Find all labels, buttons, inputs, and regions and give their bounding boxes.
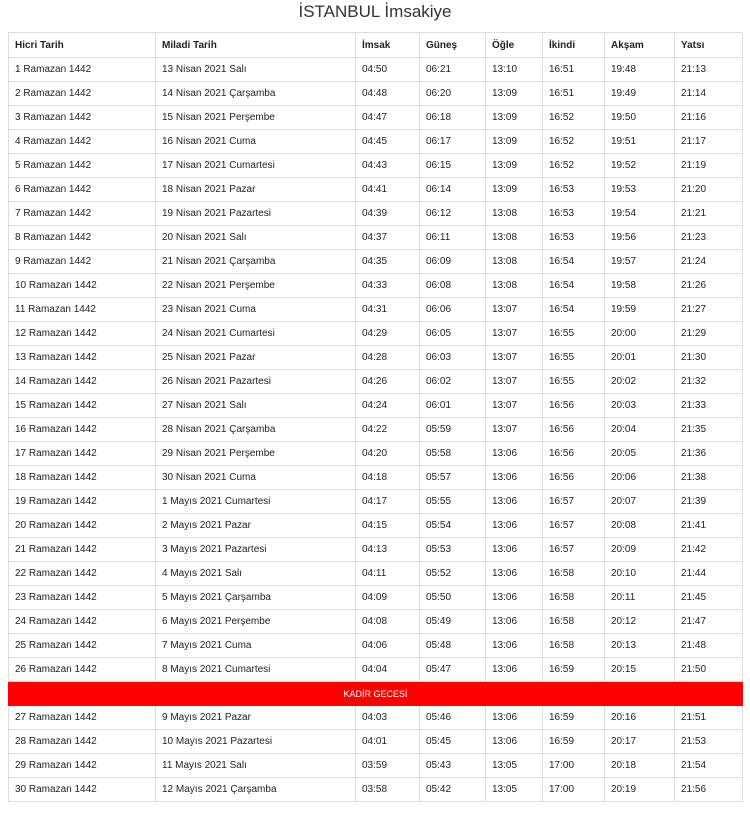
miladi-tarih-cell: 11 Mayıs 2021 Salı xyxy=(156,754,356,778)
hicri-tarih-cell: 2 Ramazan 1442 xyxy=(9,82,156,106)
ikindi-cell: 16:58 xyxy=(543,586,605,610)
gunes-cell: 06:14 xyxy=(420,178,486,202)
ogle-cell: 13:07 xyxy=(486,346,543,370)
ikindi-cell: 16:52 xyxy=(543,106,605,130)
imsak-cell: 04:41 xyxy=(356,178,420,202)
header-yatsi: Yatsı xyxy=(675,33,743,58)
ikindi-cell: 16:53 xyxy=(543,178,605,202)
yatsi-cell: 21:44 xyxy=(675,562,743,586)
hicri-tarih-cell: 25 Ramazan 1442 xyxy=(9,634,156,658)
aksam-cell: 19:52 xyxy=(605,154,675,178)
ogle-cell: 13:06 xyxy=(486,658,543,682)
gunes-cell: 05:48 xyxy=(420,634,486,658)
gunes-cell: 06:18 xyxy=(420,106,486,130)
gunes-cell: 05:43 xyxy=(420,754,486,778)
hicri-tarih-cell: 8 Ramazan 1442 xyxy=(9,226,156,250)
table-row xyxy=(9,394,743,418)
gunes-cell: 05:42 xyxy=(420,778,486,802)
hicri-tarih-cell: 9 Ramazan 1442 xyxy=(9,250,156,274)
yatsi-cell: 21:29 xyxy=(675,322,743,346)
miladi-tarih-cell: 16 Nisan 2021 Cuma xyxy=(156,130,356,154)
table-row xyxy=(9,370,743,394)
ikindi-cell: 16:55 xyxy=(543,346,605,370)
aksam-cell: 20:01 xyxy=(605,346,675,370)
ikindi-cell: 16:59 xyxy=(543,706,605,730)
ikindi-cell: 16:58 xyxy=(543,610,605,634)
miladi-tarih-cell: 23 Nisan 2021 Cuma xyxy=(156,298,356,322)
miladi-tarih-cell: 24 Nisan 2021 Cumartesi xyxy=(156,322,356,346)
yatsi-cell: 21:51 xyxy=(675,706,743,730)
ogle-cell: 13:06 xyxy=(486,490,543,514)
ogle-cell: 13:06 xyxy=(486,538,543,562)
gunes-cell: 06:15 xyxy=(420,154,486,178)
table-row xyxy=(9,610,743,634)
ikindi-cell: 16:59 xyxy=(543,658,605,682)
ogle-cell: 13:05 xyxy=(486,754,543,778)
hicri-tarih-cell: 20 Ramazan 1442 xyxy=(9,514,156,538)
ikindi-cell: 16:53 xyxy=(543,202,605,226)
hicri-tarih-cell: 23 Ramazan 1442 xyxy=(9,586,156,610)
gunes-cell: 05:53 xyxy=(420,538,486,562)
header-ogle: Öğle xyxy=(486,33,543,58)
ogle-cell: 13:10 xyxy=(486,58,543,82)
hicri-tarih-cell: 28 Ramazan 1442 xyxy=(9,730,156,754)
miladi-tarih-cell: 21 Nisan 2021 Çarşamba xyxy=(156,250,356,274)
ikindi-cell: 16:56 xyxy=(543,466,605,490)
miladi-tarih-cell: 22 Nisan 2021 Perşembe xyxy=(156,274,356,298)
hicri-tarih-cell: 6 Ramazan 1442 xyxy=(9,178,156,202)
aksam-cell: 19:56 xyxy=(605,226,675,250)
hicri-tarih-cell: 19 Ramazan 1442 xyxy=(9,490,156,514)
gunes-cell: 05:52 xyxy=(420,562,486,586)
miladi-tarih-cell: 29 Nisan 2021 Perşembe xyxy=(156,442,356,466)
aksam-cell: 20:08 xyxy=(605,514,675,538)
gunes-cell: 05:45 xyxy=(420,730,486,754)
table-header xyxy=(9,33,743,58)
ikindi-cell: 16:55 xyxy=(543,322,605,346)
imsak-cell: 04:09 xyxy=(356,586,420,610)
miladi-tarih-cell: 18 Nisan 2021 Pazar xyxy=(156,178,356,202)
hicri-tarih-cell: 3 Ramazan 1442 xyxy=(9,106,156,130)
imsak-cell: 03:59 xyxy=(356,754,420,778)
ogle-cell: 13:06 xyxy=(486,514,543,538)
yatsi-cell: 21:32 xyxy=(675,370,743,394)
table-row xyxy=(9,178,743,202)
ikindi-cell: 16:54 xyxy=(543,298,605,322)
kadir-gecesi-row xyxy=(9,682,743,706)
hicri-tarih-cell: 29 Ramazan 1442 xyxy=(9,754,156,778)
aksam-cell: 19:54 xyxy=(605,202,675,226)
hicri-tarih-cell: 11 Ramazan 1442 xyxy=(9,298,156,322)
yatsi-cell: 21:17 xyxy=(675,130,743,154)
imsak-cell: 04:26 xyxy=(356,370,420,394)
imsak-cell: 04:47 xyxy=(356,106,420,130)
ogle-cell: 13:08 xyxy=(486,250,543,274)
ogle-cell: 13:07 xyxy=(486,370,543,394)
gunes-cell: 05:54 xyxy=(420,514,486,538)
yatsi-cell: 21:14 xyxy=(675,82,743,106)
miladi-tarih-cell: 28 Nisan 2021 Çarşamba xyxy=(156,418,356,442)
table-row xyxy=(9,730,743,754)
yatsi-cell: 21:27 xyxy=(675,298,743,322)
table-row xyxy=(9,130,743,154)
header-hicri-tarih: Hicri Tarih xyxy=(9,33,156,58)
table-row xyxy=(9,586,743,610)
aksam-cell: 20:10 xyxy=(605,562,675,586)
hicri-tarih-cell: 1 Ramazan 1442 xyxy=(9,58,156,82)
ogle-cell: 13:09 xyxy=(486,106,543,130)
table-row xyxy=(9,538,743,562)
aksam-cell: 20:15 xyxy=(605,658,675,682)
miladi-tarih-cell: 2 Mayıs 2021 Pazar xyxy=(156,514,356,538)
ogle-cell: 13:07 xyxy=(486,298,543,322)
miladi-tarih-cell: 5 Mayıs 2021 Çarşamba xyxy=(156,586,356,610)
yatsi-cell: 21:24 xyxy=(675,250,743,274)
ogle-cell: 13:09 xyxy=(486,130,543,154)
ogle-cell: 13:08 xyxy=(486,202,543,226)
aksam-cell: 20:13 xyxy=(605,634,675,658)
ogle-cell: 13:07 xyxy=(486,322,543,346)
imsak-cell: 04:28 xyxy=(356,346,420,370)
imsak-cell: 03:58 xyxy=(356,778,420,802)
miladi-tarih-cell: 9 Mayıs 2021 Pazar xyxy=(156,706,356,730)
gunes-cell: 05:58 xyxy=(420,442,486,466)
yatsi-cell: 21:30 xyxy=(675,346,743,370)
hicri-tarih-cell: 10 Ramazan 1442 xyxy=(9,274,156,298)
yatsi-cell: 21:21 xyxy=(675,202,743,226)
imsak-cell: 04:01 xyxy=(356,730,420,754)
header-ikindi: İkindi xyxy=(543,33,605,58)
ogle-cell: 13:07 xyxy=(486,418,543,442)
hicri-tarih-cell: 14 Ramazan 1442 xyxy=(9,370,156,394)
miladi-tarih-cell: 6 Mayıs 2021 Perşembe xyxy=(156,610,356,634)
aksam-cell: 19:49 xyxy=(605,82,675,106)
aksam-cell: 19:53 xyxy=(605,178,675,202)
gunes-cell: 05:55 xyxy=(420,490,486,514)
table-row xyxy=(9,154,743,178)
ogle-cell: 13:06 xyxy=(486,634,543,658)
aksam-cell: 20:04 xyxy=(605,418,675,442)
yatsi-cell: 21:38 xyxy=(675,466,743,490)
aksam-cell: 19:59 xyxy=(605,298,675,322)
hicri-tarih-cell: 24 Ramazan 1442 xyxy=(9,610,156,634)
hicri-tarih-cell: 16 Ramazan 1442 xyxy=(9,418,156,442)
ikindi-cell: 16:52 xyxy=(543,130,605,154)
gunes-cell: 05:50 xyxy=(420,586,486,610)
gunes-cell: 06:02 xyxy=(420,370,486,394)
miladi-tarih-cell: 10 Mayıs 2021 Pazartesi xyxy=(156,730,356,754)
imsak-cell: 04:20 xyxy=(356,442,420,466)
imsak-cell: 04:33 xyxy=(356,274,420,298)
ogle-cell: 13:06 xyxy=(486,466,543,490)
gunes-cell: 06:08 xyxy=(420,274,486,298)
miladi-tarih-cell: 27 Nisan 2021 Salı xyxy=(156,394,356,418)
miladi-tarih-cell: 19 Nisan 2021 Pazartesi xyxy=(156,202,356,226)
aksam-cell: 20:02 xyxy=(605,370,675,394)
aksam-cell: 19:50 xyxy=(605,106,675,130)
ikindi-cell: 16:54 xyxy=(543,274,605,298)
hicri-tarih-cell: 4 Ramazan 1442 xyxy=(9,130,156,154)
aksam-cell: 20:09 xyxy=(605,538,675,562)
ikindi-cell: 16:57 xyxy=(543,514,605,538)
table-row xyxy=(9,106,743,130)
ogle-cell: 13:06 xyxy=(486,442,543,466)
gunes-cell: 06:06 xyxy=(420,298,486,322)
yatsi-cell: 21:50 xyxy=(675,658,743,682)
hicri-tarih-cell: 7 Ramazan 1442 xyxy=(9,202,156,226)
miladi-tarih-cell: 17 Nisan 2021 Cumartesi xyxy=(156,154,356,178)
ikindi-cell: 16:59 xyxy=(543,730,605,754)
imsak-cell: 04:03 xyxy=(356,706,420,730)
imsak-cell: 04:15 xyxy=(356,514,420,538)
aksam-cell: 20:17 xyxy=(605,730,675,754)
aksam-cell: 19:51 xyxy=(605,130,675,154)
yatsi-cell: 21:13 xyxy=(675,58,743,82)
gunes-cell: 06:09 xyxy=(420,250,486,274)
aksam-cell: 20:06 xyxy=(605,466,675,490)
gunes-cell: 06:01 xyxy=(420,394,486,418)
imsak-cell: 04:43 xyxy=(356,154,420,178)
ikindi-cell: 16:55 xyxy=(543,370,605,394)
ikindi-cell: 16:52 xyxy=(543,154,605,178)
imsak-cell: 04:04 xyxy=(356,658,420,682)
yatsi-cell: 21:36 xyxy=(675,442,743,466)
table-row xyxy=(9,562,743,586)
aksam-cell: 19:57 xyxy=(605,250,675,274)
ikindi-cell: 16:53 xyxy=(543,226,605,250)
aksam-cell: 20:05 xyxy=(605,442,675,466)
table-row xyxy=(9,202,743,226)
ikindi-cell: 16:56 xyxy=(543,442,605,466)
hicri-tarih-cell: 26 Ramazan 1442 xyxy=(9,658,156,682)
ogle-cell: 13:07 xyxy=(486,394,543,418)
header-imsak: İmsak xyxy=(356,33,420,58)
yatsi-cell: 21:53 xyxy=(675,730,743,754)
imsak-cell: 04:08 xyxy=(356,610,420,634)
aksam-cell: 20:11 xyxy=(605,586,675,610)
table-row xyxy=(9,778,743,802)
imsak-cell: 04:18 xyxy=(356,466,420,490)
gunes-cell: 05:49 xyxy=(420,610,486,634)
yatsi-cell: 21:47 xyxy=(675,610,743,634)
imsak-cell: 04:31 xyxy=(356,298,420,322)
ogle-cell: 13:06 xyxy=(486,730,543,754)
imsak-cell: 04:37 xyxy=(356,226,420,250)
table-row xyxy=(9,298,743,322)
header-aksam: Akşam xyxy=(605,33,675,58)
table-row xyxy=(9,322,743,346)
ikindi-cell: 17:00 xyxy=(543,778,605,802)
hicri-tarih-cell: 27 Ramazan 1442 xyxy=(9,706,156,730)
gunes-cell: 05:46 xyxy=(420,706,486,730)
yatsi-cell: 21:45 xyxy=(675,586,743,610)
ikindi-cell: 16:56 xyxy=(543,418,605,442)
miladi-tarih-cell: 30 Nisan 2021 Cuma xyxy=(156,466,356,490)
aksam-cell: 20:16 xyxy=(605,706,675,730)
ogle-cell: 13:05 xyxy=(486,778,543,802)
table-row xyxy=(9,346,743,370)
table-row xyxy=(9,250,743,274)
table-row xyxy=(9,226,743,250)
hicri-tarih-cell: 22 Ramazan 1442 xyxy=(9,562,156,586)
yatsi-cell: 21:42 xyxy=(675,538,743,562)
table-row xyxy=(9,706,743,730)
imsak-cell: 04:06 xyxy=(356,634,420,658)
yatsi-cell: 21:39 xyxy=(675,490,743,514)
ogle-cell: 13:06 xyxy=(486,610,543,634)
hicri-tarih-cell: 5 Ramazan 1442 xyxy=(9,154,156,178)
hicri-tarih-cell: 15 Ramazan 1442 xyxy=(9,394,156,418)
table-row xyxy=(9,466,743,490)
ikindi-cell: 16:54 xyxy=(543,250,605,274)
imsak-cell: 04:45 xyxy=(356,130,420,154)
miladi-tarih-cell: 14 Nisan 2021 Çarşamba xyxy=(156,82,356,106)
aksam-cell: 20:07 xyxy=(605,490,675,514)
header-miladi-tarih: Miladi Tarih xyxy=(156,33,356,58)
yatsi-cell: 21:16 xyxy=(675,106,743,130)
miladi-tarih-cell: 13 Nisan 2021 Salı xyxy=(156,58,356,82)
miladi-tarih-cell: 20 Nisan 2021 Salı xyxy=(156,226,356,250)
miladi-tarih-cell: 8 Mayıs 2021 Cumartesi xyxy=(156,658,356,682)
yatsi-cell: 21:23 xyxy=(675,226,743,250)
aksam-cell: 19:58 xyxy=(605,274,675,298)
gunes-cell: 06:03 xyxy=(420,346,486,370)
ogle-cell: 13:08 xyxy=(486,274,543,298)
gunes-cell: 05:57 xyxy=(420,466,486,490)
aksam-cell: 19:48 xyxy=(605,58,675,82)
ikindi-cell: 16:51 xyxy=(543,82,605,106)
table-row xyxy=(9,514,743,538)
page-title: İSTANBUL İmsakiye xyxy=(298,2,452,21)
yatsi-cell: 21:33 xyxy=(675,394,743,418)
aksam-cell: 20:18 xyxy=(605,754,675,778)
ikindi-cell: 16:51 xyxy=(543,58,605,82)
ikindi-cell: 16:58 xyxy=(543,562,605,586)
gunes-cell: 05:47 xyxy=(420,658,486,682)
table-row xyxy=(9,82,743,106)
gunes-cell: 06:11 xyxy=(420,226,486,250)
imsak-cell: 04:17 xyxy=(356,490,420,514)
table-row xyxy=(9,490,743,514)
ogle-cell: 13:06 xyxy=(486,706,543,730)
hicri-tarih-cell: 18 Ramazan 1442 xyxy=(9,466,156,490)
imsak-cell: 04:11 xyxy=(356,562,420,586)
imsak-cell: 04:22 xyxy=(356,418,420,442)
table-row xyxy=(9,58,743,82)
imsak-cell: 04:24 xyxy=(356,394,420,418)
gunes-cell: 06:12 xyxy=(420,202,486,226)
ikindi-cell: 17:00 xyxy=(543,754,605,778)
aksam-cell: 20:12 xyxy=(605,610,675,634)
imsak-cell: 04:48 xyxy=(356,82,420,106)
hicri-tarih-cell: 12 Ramazan 1442 xyxy=(9,322,156,346)
ogle-cell: 13:09 xyxy=(486,154,543,178)
yatsi-cell: 21:41 xyxy=(675,514,743,538)
header-row xyxy=(9,33,743,58)
imsak-cell: 04:29 xyxy=(356,322,420,346)
table-row xyxy=(9,754,743,778)
hicri-tarih-cell: 30 Ramazan 1442 xyxy=(9,778,156,802)
yatsi-cell: 21:56 xyxy=(675,778,743,802)
ogle-cell: 13:09 xyxy=(486,82,543,106)
imsak-cell: 04:13 xyxy=(356,538,420,562)
table-row xyxy=(9,442,743,466)
ikindi-cell: 16:56 xyxy=(543,394,605,418)
imsak-cell: 04:35 xyxy=(356,250,420,274)
table-row xyxy=(9,274,743,298)
table-row xyxy=(9,658,743,682)
ogle-cell: 13:06 xyxy=(486,562,543,586)
aksam-cell: 20:03 xyxy=(605,394,675,418)
aksam-cell: 20:19 xyxy=(605,778,675,802)
ogle-cell: 13:09 xyxy=(486,178,543,202)
imsak-cell: 04:39 xyxy=(356,202,420,226)
ogle-cell: 13:08 xyxy=(486,226,543,250)
miladi-tarih-cell: 26 Nisan 2021 Pazartesi xyxy=(156,370,356,394)
gunes-cell: 06:20 xyxy=(420,82,486,106)
ikindi-cell: 16:57 xyxy=(543,538,605,562)
yatsi-cell: 21:20 xyxy=(675,178,743,202)
imsak-cell: 04:50 xyxy=(356,58,420,82)
header-gunes: Güneş xyxy=(420,33,486,58)
yatsi-cell: 21:19 xyxy=(675,154,743,178)
table-row xyxy=(9,418,743,442)
miladi-tarih-cell: 3 Mayıs 2021 Pazartesi xyxy=(156,538,356,562)
yatsi-cell: 21:35 xyxy=(675,418,743,442)
hicri-tarih-cell: 13 Ramazan 1442 xyxy=(9,346,156,370)
ogle-cell: 13:06 xyxy=(486,586,543,610)
miladi-tarih-cell: 1 Mayıs 2021 Cumartesi xyxy=(156,490,356,514)
table-row xyxy=(9,634,743,658)
yatsi-cell: 21:26 xyxy=(675,274,743,298)
miladi-tarih-cell: 7 Mayıs 2021 Cuma xyxy=(156,634,356,658)
kadir-gecesi-label: KADİR GECESİ xyxy=(9,682,743,706)
miladi-tarih-cell: 15 Nisan 2021 Perşembe xyxy=(156,106,356,130)
yatsi-cell: 21:48 xyxy=(675,634,743,658)
table-body xyxy=(9,58,743,802)
miladi-tarih-cell: 25 Nisan 2021 Pazar xyxy=(156,346,356,370)
gunes-cell: 05:59 xyxy=(420,418,486,442)
yatsi-cell: 21:54 xyxy=(675,754,743,778)
gunes-cell: 06:17 xyxy=(420,130,486,154)
aksam-cell: 20:00 xyxy=(605,322,675,346)
gunes-cell: 06:05 xyxy=(420,322,486,346)
ikindi-cell: 16:57 xyxy=(543,490,605,514)
imsakiye-table xyxy=(8,32,743,802)
hicri-tarih-cell: 21 Ramazan 1442 xyxy=(9,538,156,562)
ikindi-cell: 16:58 xyxy=(543,634,605,658)
miladi-tarih-cell: 4 Mayıs 2021 Salı xyxy=(156,562,356,586)
gunes-cell: 06:21 xyxy=(420,58,486,82)
hicri-tarih-cell: 17 Ramazan 1442 xyxy=(9,442,156,466)
miladi-tarih-cell: 12 Mayıs 2021 Çarşamba xyxy=(156,778,356,802)
